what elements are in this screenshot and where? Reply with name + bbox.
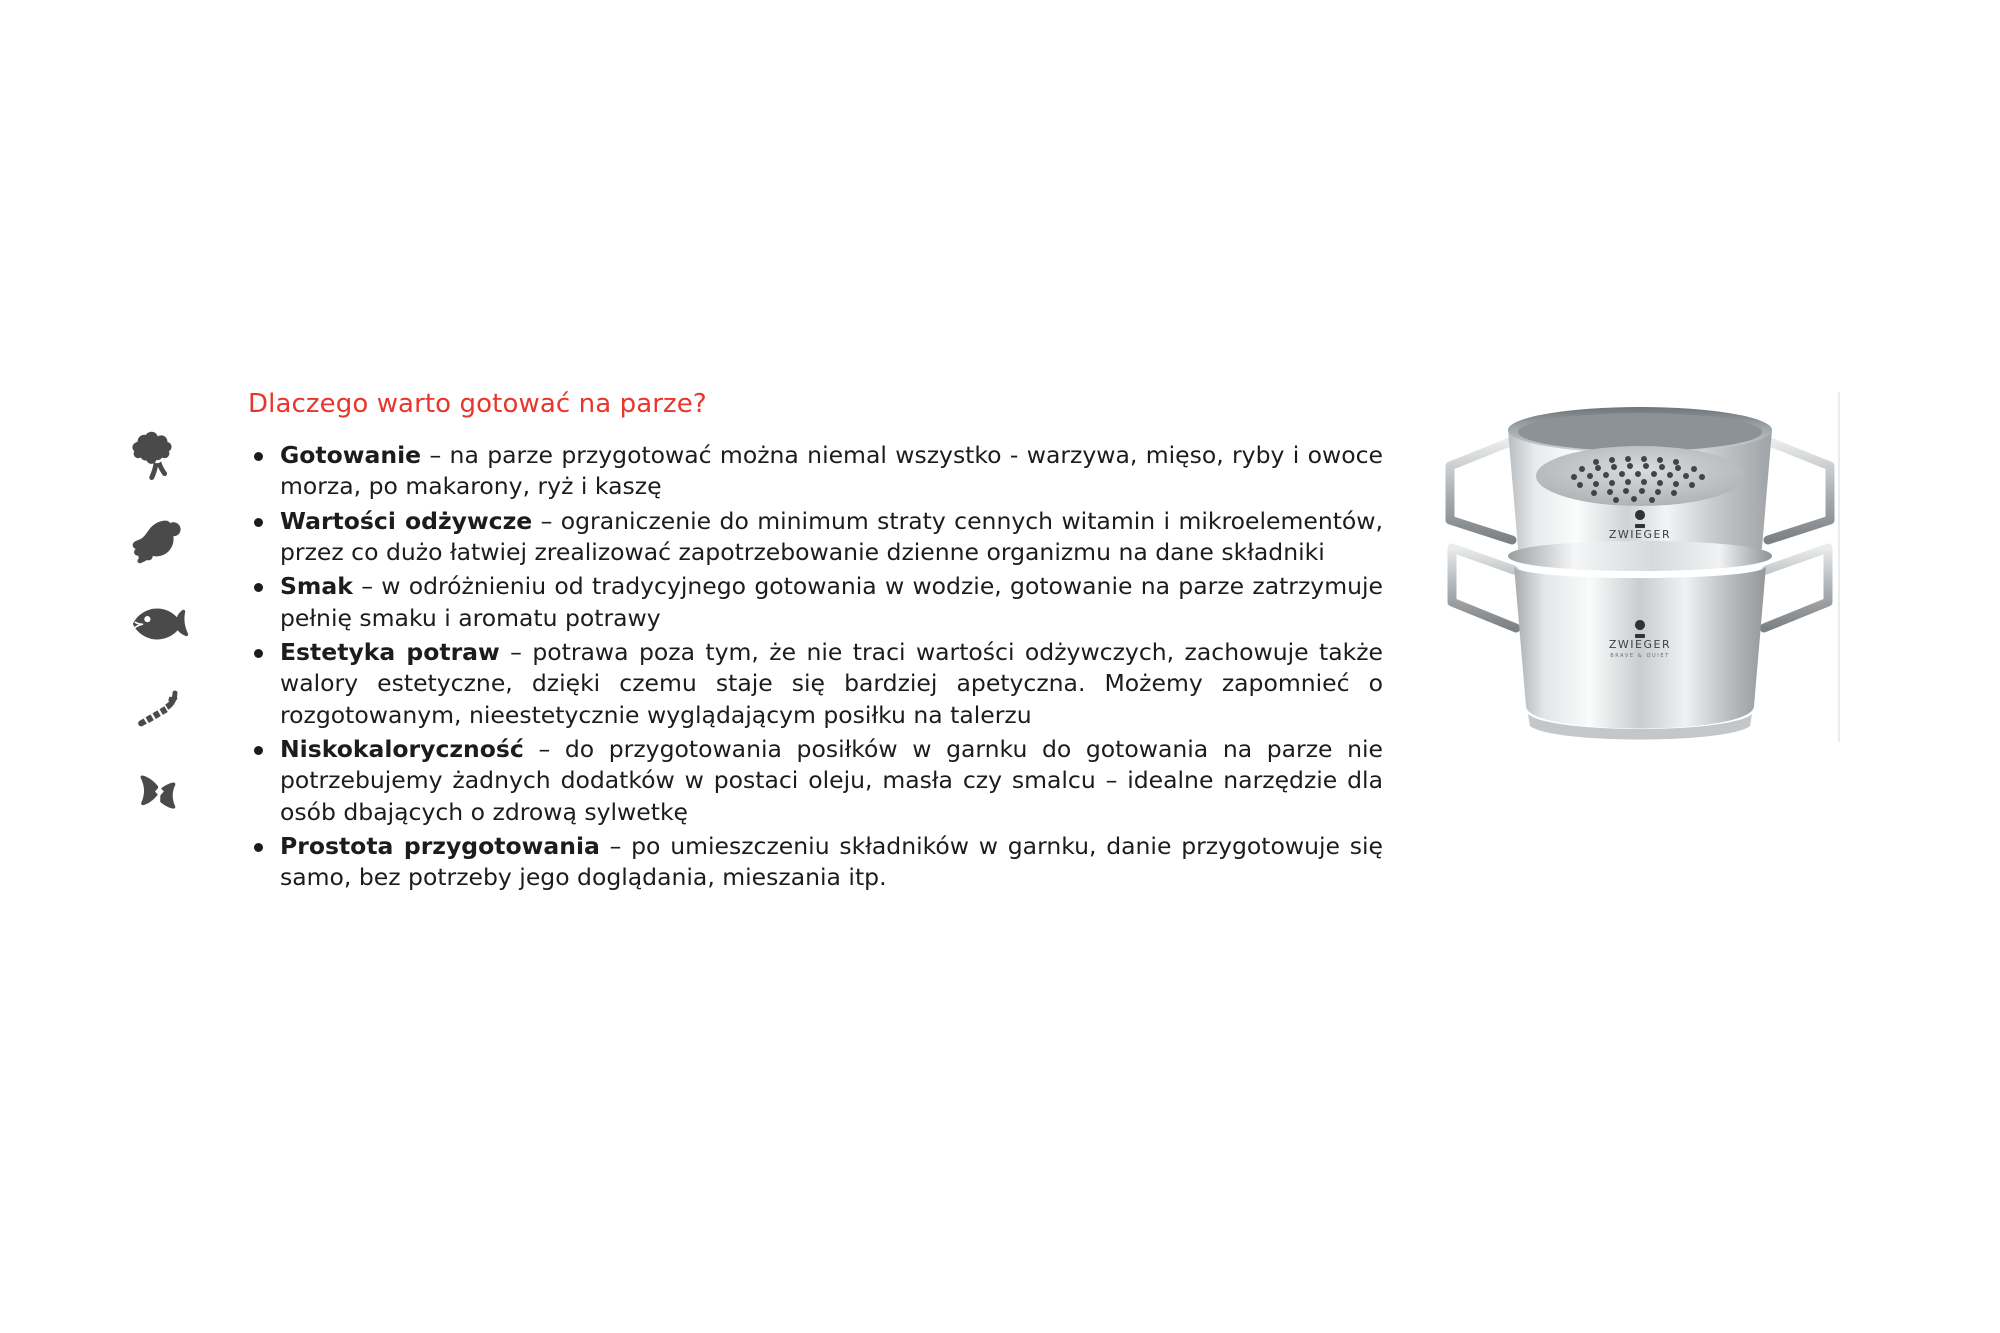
benefit-text: – ograniczenie do minimum straty cennych witamin i mikroelementów, przez co dużo łatwiej zrealizować zapotrzebowanie dzienne organizmu na dane składniki [280, 506, 1383, 566]
benefit-text: – na parze przygotować można niemal wszystko - warzywa, mięso, ryby i owoce morza, po makarony, ryż i kaszę [280, 440, 1383, 501]
benefit-term: Wartości odżywcze [280, 506, 533, 535]
benefit-term: Gotowanie [280, 440, 422, 469]
bullet-icon [254, 843, 263, 852]
svg-text:BRAVE & QUIET: BRAVE & QUIET [1610, 653, 1670, 659]
steamer-handle-left [1450, 442, 1512, 540]
bullet-icon [254, 746, 263, 755]
bullet-icon [254, 649, 263, 658]
pasta-icon [121, 761, 199, 823]
benefit-text: – do przygotowania posiłków w garnku do gotowania na parze nie potrzebujemy żadnych dodatków w postaci oleju, masła czy smalcu – idealne narzędzie dla osób dbających o zdrową sylwetkę [280, 735, 1383, 826]
benefit-text: – po umieszczeniu składników w garnku, danie przygotowuje się samo, bez potrzeby jego doglądania, mieszania itp. [280, 832, 1383, 892]
shrimp-icon [121, 677, 199, 739]
broccoli-icon [121, 425, 199, 487]
page-title: Dlaczego warto gotować na parze? [248, 389, 707, 419]
benefits-list [248, 440, 1383, 894]
pot-handle-right [1764, 548, 1828, 628]
food-icon-column [105, 425, 215, 823]
bullet-icon [254, 518, 263, 527]
list-item [248, 440, 1383, 503]
list-item [248, 506, 1383, 569]
product-image [1390, 370, 1890, 790]
steamer-handle-right [1768, 442, 1830, 540]
pot-handle-left [1452, 548, 1516, 628]
fish-icon [121, 593, 199, 655]
benefits-section [248, 388, 1383, 897]
list-item [248, 734, 1383, 828]
svg-text:ZWIEGER: ZWIEGER [1608, 638, 1672, 651]
benefit-term: Smak [280, 572, 353, 601]
benefit-text: – w odróżnieniu od tradycyjnego gotowania w wodzie, gotowanie na parze zatrzymuje pełnię smaku i aromatu potrawy [280, 572, 1383, 632]
list-item [248, 571, 1383, 634]
svg-text:ZWIEGER: ZWIEGER [1608, 528, 1672, 541]
benefit-term: Estetyka potraw [280, 637, 500, 666]
benefit-term: Niskokaloryczność [280, 735, 524, 764]
bullet-icon [254, 452, 263, 461]
list-item [248, 637, 1383, 731]
benefit-text: – potrawa poza tym, że nie traci wartości odżywczych, zachowuje także walory estetyczne, dzięki czemu staje się bardziej apetyczna. Możemy zapomnieć o rozgotowanym, nieestetycznie wyglądającym posiłku na talerzu [280, 637, 1384, 729]
list-item [248, 831, 1383, 894]
benefit-term: Prostota przygotowania [280, 832, 600, 861]
bullet-icon [254, 583, 263, 592]
chicken-icon [121, 509, 199, 571]
